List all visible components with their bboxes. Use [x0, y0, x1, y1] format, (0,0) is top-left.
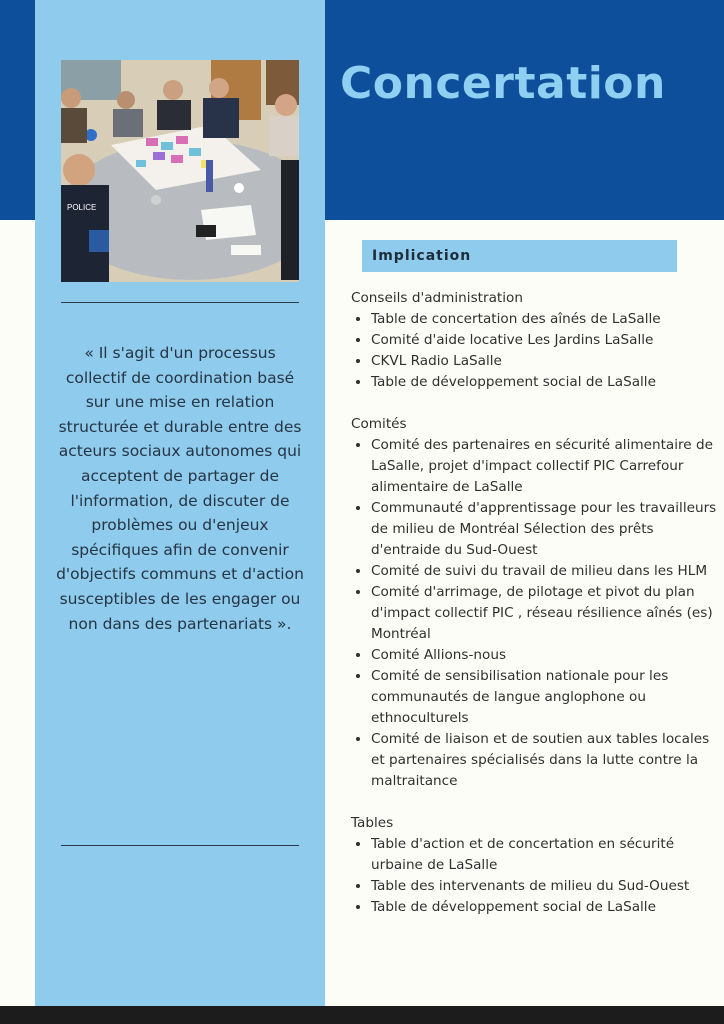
section-heading: Tables: [351, 815, 394, 831]
list-item: • Table d'action et de concertation en sécurité urbaine de LaSalle: [371, 834, 717, 876]
list-item: • Table des intervenants de milieu du Sud-Ouest: [371, 876, 717, 897]
section-conseils: [351, 288, 717, 393]
footer-bar: [0, 1006, 724, 1024]
list-item: • Comité d'aide locative Les Jardins LaSalle: [371, 330, 717, 351]
section-heading: Comités: [351, 416, 407, 432]
section-heading: Conseils d'administration: [351, 290, 523, 306]
list-item: • Comité des partenaires en sécurité alimentaire de LaSalle, projet d'impact collectif PIC Carrefour alimentaire de LaSalle: [371, 435, 717, 498]
page-title: Concertation: [340, 58, 666, 109]
list-item: • Comité de sensibilisation nationale pour les communautés de langue anglophone ou ethnoculturels: [371, 666, 717, 729]
implication-label: Implication: [362, 240, 677, 272]
section-tables: [351, 813, 717, 918]
implication-list: [351, 288, 717, 918]
police-vest-text: POLICE: [67, 203, 97, 212]
section-comites: [351, 414, 717, 792]
meeting-photo: [61, 60, 299, 282]
divider-bottom: [61, 845, 299, 846]
list-item: • Comité de suivi du travail de milieu dans les HLM: [371, 561, 717, 582]
list-item: • Comité de liaison et de soutien aux tables locales et partenaires spécialisés dans la lutte contre la maltraitance: [371, 729, 717, 792]
divider-top: [61, 302, 299, 303]
list-item: • Table de développement social de LaSalle: [371, 372, 717, 393]
list-item: • Table de concertation des aînés de LaSalle: [371, 309, 717, 330]
definition-quote: « Il s'agit d'un processus collectif de coordination basé sur une mise en relation structurée et durable entre des acteurs sociaux autonomes qui acceptent de partager de l'information, de discuter de problèmes ou d'enjeux spécifiques afin de convenir d'objectifs communs et d'action susceptibles de les engager ou non dans des partenariats ».: [56, 344, 304, 633]
list-item: • Comité d'arrimage, de pilotage et pivot du plan d'impact collectif PIC , réseau résilience aînés (es) Montréal: [371, 582, 717, 645]
list-item: • Comité Allions-nous: [371, 645, 717, 666]
list-item: • Table de développement social de LaSalle: [371, 897, 717, 918]
list-item: • Communauté d'apprentissage pour les travailleurs de milieu de Montréal Sélection des prêts d'entraide du Sud-Ouest: [371, 498, 717, 561]
list-item: • CKVL Radio LaSalle: [371, 351, 717, 372]
